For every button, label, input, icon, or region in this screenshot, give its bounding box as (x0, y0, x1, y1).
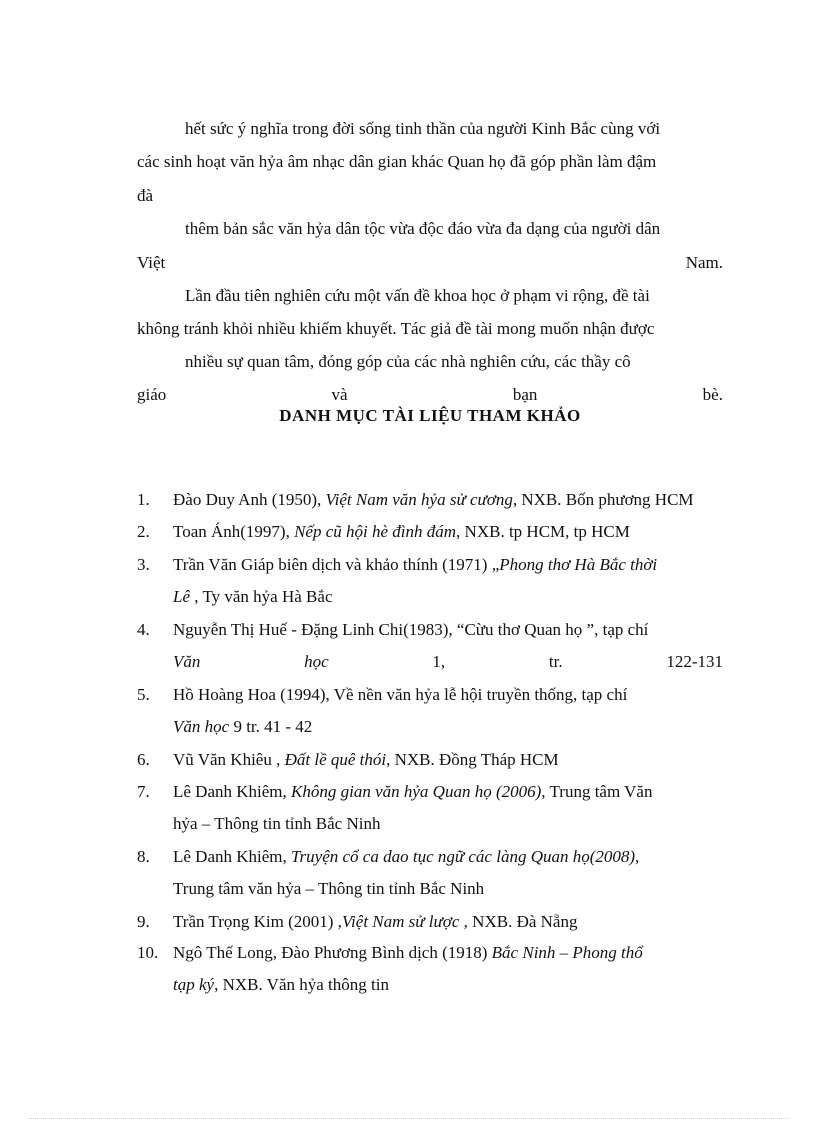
reference-number: 4. (137, 620, 150, 639)
paragraph-line: đà (137, 186, 154, 205)
word: giáo (137, 385, 167, 404)
page-bottom-divider (28, 1118, 788, 1119)
reference-item-continuation: Văn học 9 tr. 41 - 42 (173, 717, 313, 736)
reference-number: 10. (137, 943, 159, 962)
reference-number: 8. (137, 847, 150, 866)
reference-item: Toan Ánh(1997), Nếp cũ hội hè đình đám, NXB. tp HCM, tp HCM (173, 522, 630, 541)
reference-item-continuation: Trung tâm văn hỷa – Thông tin tỉnh Bắc Ninh (173, 879, 485, 898)
reference-item-continuation: Văn học 1, tr. 122-131 (173, 652, 723, 671)
reference-item: Đào Duy Anh (1950), Việt Nam văn hỷa sử cương, NXB. Bốn phương HCM (173, 490, 694, 509)
paragraph-line: Lần đầu tiên nghiên cứu một vấn đề khoa học ở phạm vi rộng, đề tài (185, 286, 650, 305)
paragraph-line (137, 384, 723, 406)
reference-item: Trần Văn Giáp biên dịch và khảo thính (1971) „Phong thơ Hà Bắc thời (173, 555, 658, 574)
word: bạn (512, 385, 538, 404)
word: bè. (702, 385, 723, 404)
reference-number: 7. (137, 782, 150, 801)
reference-item-continuation: Lê , Ty văn hỷa Hà Bắc (173, 587, 333, 606)
reference-item: Lê Danh Khiêm, Không gian văn hỷa Quan họ (2006), Trung tâm Văn (173, 782, 653, 801)
reference-number: 9. (137, 912, 150, 931)
word: và (331, 385, 348, 404)
reference-number: 6. (137, 750, 150, 769)
word: Nam. (685, 253, 723, 272)
paragraph-line: nhiều sự quan tâm, đóng góp của các nhà nghiên cứu, các thầy cô (185, 352, 631, 371)
paragraph-line: không tránh khỏi nhiều khiếm khuyết. Tác giả đề tài mong muốn nhận được (137, 319, 655, 338)
paragraph-line: hết sức ý nghĩa trong đời sống tinh thần của người Kinh Bắc cùng với (185, 119, 661, 138)
reference-item: Trần Trọng Kim (2001) ,Việt Nam sử lược , NXB. Đà Nẵng (173, 912, 578, 931)
paragraph-line: các sinh hoạt văn hỷa âm nhạc dân gian khác Quan họ đã góp phần làm đậm (137, 152, 657, 171)
reference-item-continuation: tạp ký, NXB. Văn hỷa thông tin (173, 975, 389, 994)
reference-item: Hồ Hoàng Hoa (1994), Về nền văn hỷa lễ hội truyền thống, tạp chí (173, 685, 628, 704)
reference-number: 2. (137, 522, 150, 541)
reference-item: Lê Danh Khiêm, Truyện cổ ca dao tục ngữ các làng Quan họ(2008), (173, 847, 640, 866)
reference-item-continuation: hỷa – Thông tin tỉnh Bắc Ninh (173, 814, 381, 833)
paragraph-line: thêm bản sắc văn hỷa dân tộc vừa độc đáo vừa đa dạng của người dân (185, 219, 661, 238)
word: Việt (137, 253, 166, 272)
reference-item: Nguyễn Thị Huế - Đặng Linh Chi(1983), “Cừu thơ Quan họ ”, tạp chí (173, 620, 649, 639)
reference-item: Ngô Thế Long, Đào Phương Bình dịch (1918) Bắc Ninh – Phong thổ (173, 943, 643, 962)
paragraph-line (137, 252, 723, 274)
reference-number: 1. (137, 490, 150, 509)
reference-number: 5. (137, 685, 150, 704)
reference-item: Vũ Văn Khiêu , Đất lề quê thói, NXB. Đồng Tháp HCM (173, 750, 559, 769)
reference-number: 3. (137, 555, 150, 574)
section-heading: DANH MỤC TÀI LIỆU THAM KHẢO (279, 406, 581, 425)
